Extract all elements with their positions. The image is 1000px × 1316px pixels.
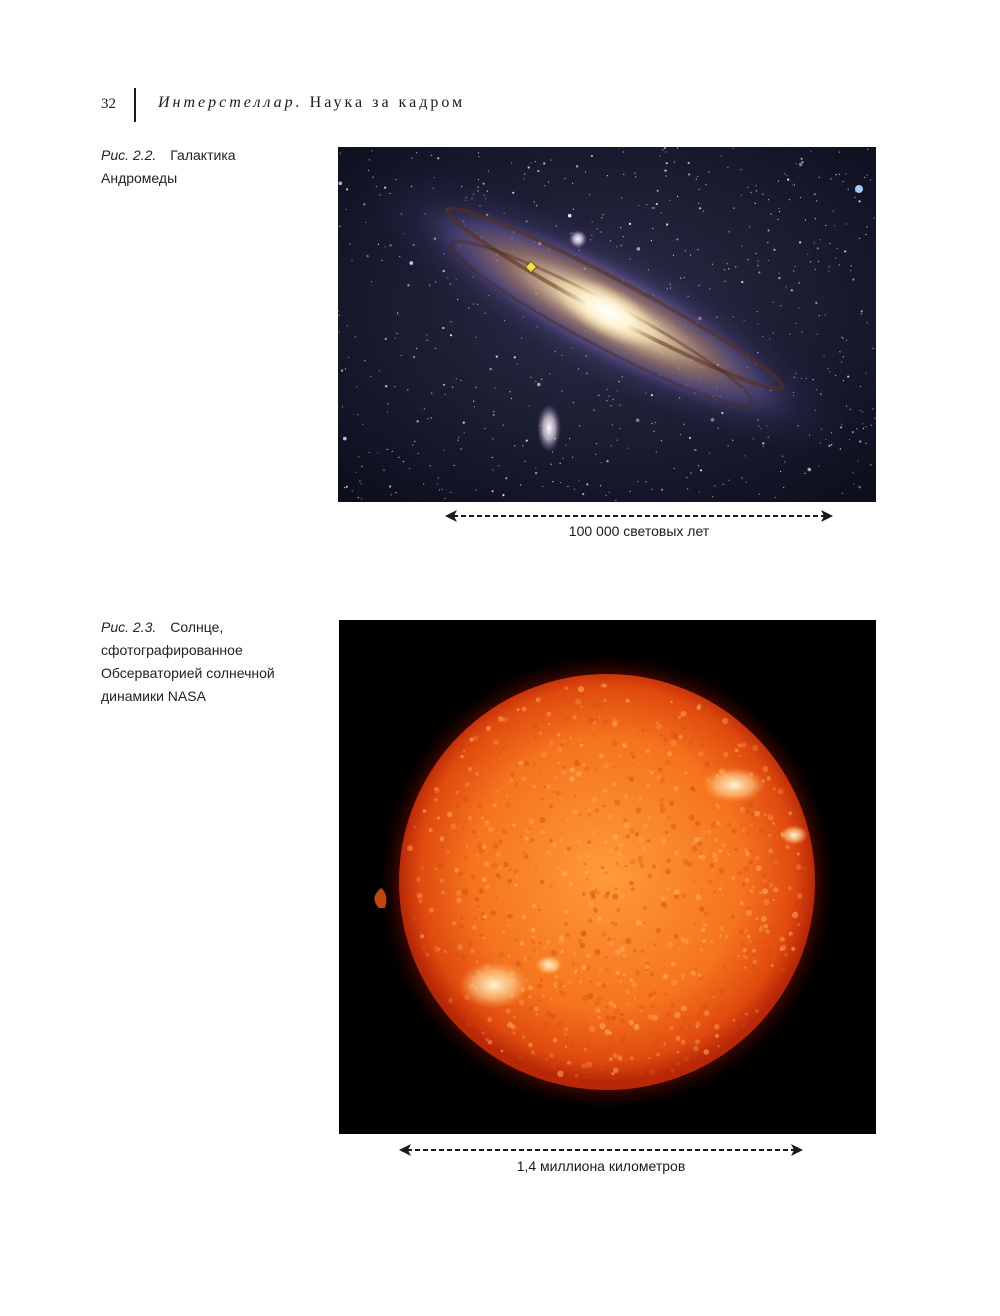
running-header <box>101 88 701 122</box>
sun-scale-arrow <box>399 1143 803 1157</box>
header-divider <box>134 88 136 122</box>
figure-caption-text: Галактика Андромеды <box>101 147 236 186</box>
sun-image <box>339 620 876 1134</box>
running-title-rest: Наука за кадром <box>302 94 466 111</box>
figure-number: Рис. 2.2. <box>101 147 157 163</box>
galaxy-scale-label: 100 000 световых лет <box>568 523 710 539</box>
figure-caption <box>101 144 301 190</box>
andromeda-galaxy-image <box>338 147 876 502</box>
running-title <box>158 94 465 112</box>
figure-number: Рис. 2.3. <box>101 619 157 635</box>
galaxy-scale-arrow <box>445 509 833 523</box>
figure-caption-text: Солнце, сфотографированное Обсерваторией солнечной динамики NASA <box>101 619 275 704</box>
running-title-italic: Интерстеллар. <box>158 94 303 111</box>
sun-scale-label: 1,4 миллиона километров <box>516 1158 686 1174</box>
page-number: 32 <box>101 96 116 112</box>
figure-caption <box>101 616 301 708</box>
